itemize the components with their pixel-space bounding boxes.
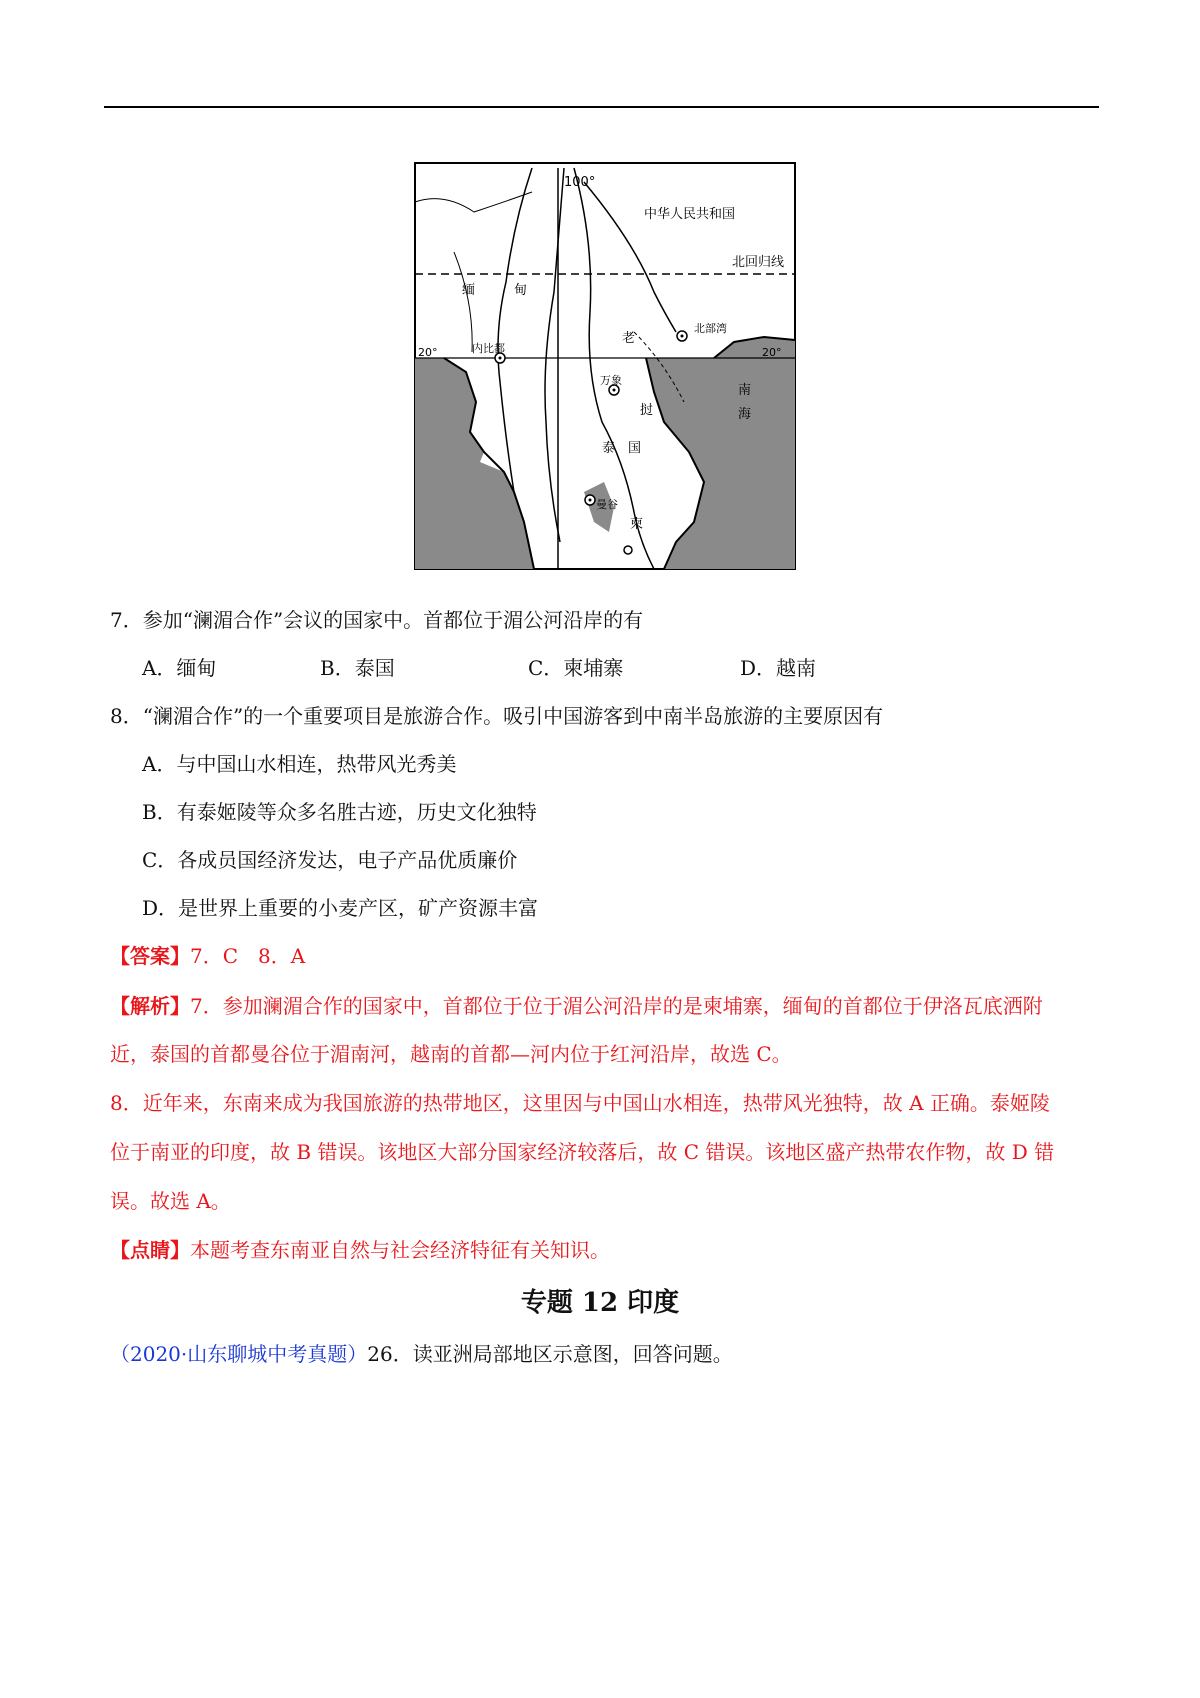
comment-line (110, 1236, 610, 1264)
map-label-myanmar-1: 缅 (462, 283, 476, 298)
section-heading: 专题 12 印度 (520, 1288, 680, 1318)
map-label-naypyidaw: 内比都 (472, 342, 505, 355)
q8-option-c: C．各成员国经济发达，电子产品优质廉价 (142, 848, 518, 872)
q8-option-b: B．有泰姬陵等众多名胜古迹，历史文化独特 (142, 800, 537, 824)
q8-stem: 8．“澜湄合作”的一个重要项目是旅游合作。吸引中国游客到中南半岛旅游的主要原因有 (110, 704, 884, 728)
map-label-thailand-1: 泰 (602, 441, 616, 456)
analysis-text-1: 7．参加澜湄合作的国家中，首都位于位于湄公河沿岸的是柬埔寨，缅甸的首都位于伊洛瓦底洒附 (190, 994, 1043, 1018)
map-label-laos: 老 (622, 331, 636, 346)
q7-option-a: A．缅甸 (142, 656, 217, 680)
map-label-lat-right: 20° (762, 346, 782, 359)
map-label-lao-2: 挝 (640, 403, 654, 418)
q7-option-d: D．越南 (740, 656, 817, 680)
q8-option-a: A．与中国山水相连，热带风光秀美 (142, 752, 457, 776)
q26-line (110, 1340, 733, 1368)
analysis-tag: 【解析】 (110, 994, 190, 1018)
analysis-line-4: 位于南亚的印度，故 B 错误。该地区大部分国家经济较落后，故 C 错误。该地区盛产热带农作物，故 D 错 (110, 1140, 1055, 1164)
q7-stem: 7．参加“澜湄合作”会议的国家中。首都位于湄公河沿岸的有 (110, 608, 644, 632)
analysis-line-2: 近，泰国的首都曼谷位于湄南河，越南的首都—河内位于红河沿岸，故选 C。 (110, 1042, 792, 1066)
map-label-south-sea-1: 南 (738, 383, 752, 398)
q7-option-b: B．泰国 (320, 656, 395, 680)
map-label-myanmar-2: 甸 (514, 283, 528, 298)
analysis-line-5: 误。故选 A。 (110, 1189, 231, 1213)
comment-text: 本题考查东南亚自然与社会经济特征有关知识。 (190, 1238, 610, 1262)
answer-text: 7．C 8．A (190, 944, 306, 968)
map-label-hanoi: 北部湾 (694, 322, 727, 335)
map-label-lat-left: 20° (418, 346, 438, 359)
answer-line (110, 942, 305, 970)
analysis-line-3: 8．近年来，东南来成为我国旅游的热带地区，这里因与中国山水相连，热带风光独特，故 A 正确。泰姬陵 (110, 1091, 1050, 1115)
q7-option-c: C．柬埔寨 (528, 656, 624, 680)
top-rule (104, 106, 1099, 108)
map-label-tropic: 北回归线 (732, 255, 785, 270)
comment-tag: 【点睛】 (110, 1238, 190, 1262)
map-label-china: 中华人民共和国 (644, 207, 736, 222)
southeast-asia-map (414, 162, 796, 570)
map-label-meridian: 100° (564, 175, 596, 190)
analysis-line-1 (110, 992, 1043, 1020)
map-label-cambodia: 柬 (630, 517, 644, 532)
q26-text: 26．读亚洲局部地区示意图，回答问题。 (367, 1342, 733, 1366)
map-label-bangkok: 曼谷 (596, 498, 618, 511)
map-label-south-sea-2: 海 (738, 407, 752, 422)
map-label-vientiane: 万象 (600, 374, 622, 387)
q26-source: （2020·山东聊城中考真题） (110, 1342, 368, 1366)
answer-tag: 【答案】 (110, 944, 190, 968)
q8-option-d: D．是世界上重要的小麦产区，矿产资源丰富 (142, 896, 539, 920)
map-label-thailand-2: 国 (628, 441, 642, 456)
